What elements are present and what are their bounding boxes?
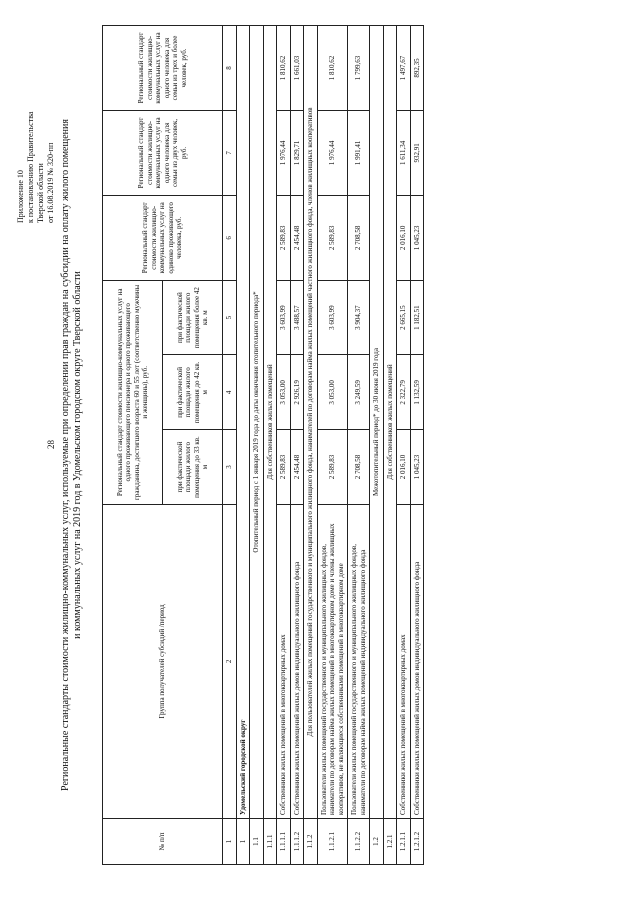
cell-value: 3 053,00 xyxy=(317,355,348,430)
category-label: Для собственников жилых помещений xyxy=(383,26,397,819)
cell-value: 1 045,23 xyxy=(410,195,424,280)
cell-value: 3 053,00 xyxy=(277,355,291,430)
cell-value: 1 611,34 xyxy=(397,110,411,195)
cell-value: 1 829,71 xyxy=(290,110,304,195)
header-standard-pensioner: Региональный стандарт стоимости жилищно-коммунальных услуг на одного проживающего пенсионера и одного проживающего гражданина, достигшего возраста 60 и 55 лет (соответственно мужчины и женщины), руб. xyxy=(103,280,163,504)
cell-value: 3 904,37 xyxy=(348,280,370,355)
table-row xyxy=(317,26,348,865)
header-group: Группа получателей субсидий /период xyxy=(103,504,223,818)
cell-value: 2 454,48 xyxy=(290,430,304,505)
category-label: Для пользователей жилых помещений государственного и муниципального жилищного фонда, нанимателей по договорам найма жилых помещений частного жилищного фонда, членов жилищных кооперативов xyxy=(304,26,318,819)
row-group: Пользователи жилых помещений государственного и муниципального жилищных фондов, наниматели по договорам найма жилых помещений индивидуального жилищного фонда xyxy=(348,504,370,818)
category-row xyxy=(263,26,277,865)
cell-value: 2 454,48 xyxy=(290,195,304,280)
cell-value: 1 976,44 xyxy=(317,110,348,195)
header-area-over-42: при фактической площади жилого помещения более 42 кв. м xyxy=(163,280,223,355)
cell-value: 2 016,10 xyxy=(397,430,411,505)
cell-value: 2 322,79 xyxy=(397,355,411,430)
header-area-33: при фактической площади жилого помещения до 33 кв. м xyxy=(163,430,223,505)
okrug-name: Удомельский городской округ xyxy=(236,26,250,819)
row-group: Собственники жилых помещений жилых домов индивидуального жилищного фонда xyxy=(290,504,304,818)
cell-value: 1 497,67 xyxy=(397,26,411,111)
page-number: 28 xyxy=(46,440,56,449)
standards-table xyxy=(102,25,424,865)
col-number: 3 xyxy=(223,430,237,505)
okrug-row xyxy=(236,26,250,865)
cell-value: 2 589,83 xyxy=(277,195,291,280)
category-label: Для собственников жилых помещений xyxy=(263,26,277,819)
header-family-3: Региональный стандарт стоимости жилищно-коммунальных услуг на одного человека для семьи из трех и более человек, руб. xyxy=(103,26,223,111)
cell-value: 2 708,58 xyxy=(348,430,370,505)
cell-value: 2 589,83 xyxy=(317,195,348,280)
row-group: Собственники жилых помещений в многоквартирных домах xyxy=(397,504,411,818)
table-row xyxy=(277,26,291,865)
row-num: 1.2.1.2 xyxy=(410,818,424,864)
cell-value: 2 665,15 xyxy=(397,280,411,355)
col-number: 1 xyxy=(223,818,237,864)
row-group: Пользователи жилых помещений государственного и муниципального жилищных фондов, наниматели по договорам найма жилых помещений в многоквартирном доме и члены жилищных кооперативов, не являющиеся собственниками помещений в многоквартирном доме xyxy=(317,504,348,818)
document-title xyxy=(60,15,84,895)
cell-value: 2 708,58 xyxy=(348,195,370,280)
cell-value: 3 249,59 xyxy=(348,355,370,430)
category-row xyxy=(383,26,397,865)
header-row-top xyxy=(103,26,163,865)
row-num: 1 xyxy=(236,818,250,864)
col-number: 8 xyxy=(223,26,237,111)
row-num: 1.2.1 xyxy=(383,818,397,864)
appendix-line-4: от 16.08.2019 № 320-пп xyxy=(46,142,55,223)
table-row xyxy=(290,26,304,865)
cell-value: 2 926,19 xyxy=(290,355,304,430)
cell-value: 1 132,59 xyxy=(410,355,424,430)
appendix-line-2: к постановлению Правительства xyxy=(26,111,35,223)
col-number: 7 xyxy=(223,110,237,195)
appendix-line-1: Приложение 10 xyxy=(16,170,25,223)
cell-value: 2 016,10 xyxy=(397,195,411,280)
cell-value: 1 810,62 xyxy=(277,26,291,111)
header-family-2: Региональный стандарт стоимости жилищно-коммунальных услуг на одного человека для семьи из двух человек, руб. xyxy=(103,110,223,195)
title-line-1: Региональные стандарты стоимости жилищно-коммунальных услуг, используемые при определении прав граждан на субсидии на оплату жилого помещения xyxy=(60,119,71,791)
period-label: Отопительный период с 1 января 2019 года до даты окончания отопительного периода* xyxy=(250,26,264,819)
cell-value: 3 603,99 xyxy=(317,280,348,355)
row-num: 1.1.2.1 xyxy=(317,818,348,864)
row-group: Собственники жилых помещений в многоквартирных домах xyxy=(277,504,291,818)
row-num: 1.1.1.2 xyxy=(290,818,304,864)
cell-value: 1 810,62 xyxy=(317,26,348,111)
row-num: 1.1.2 xyxy=(304,818,318,864)
category-row xyxy=(304,26,318,865)
cell-value: 3 488,57 xyxy=(290,280,304,355)
cell-value: 1 799,63 xyxy=(348,26,370,111)
rotated-landscape-page xyxy=(8,15,578,895)
period-row xyxy=(370,26,384,865)
header-num: № п/п xyxy=(103,818,223,864)
header-area-42: при фактической площади жилого помещения до 42 кв. м xyxy=(163,355,223,430)
col-number: 2 xyxy=(223,504,237,818)
row-num: 1.2.1.1 xyxy=(397,818,411,864)
cell-value: 1 991,41 xyxy=(348,110,370,195)
row-num: 1.1.2.2 xyxy=(348,818,370,864)
cell-value: 2 589,83 xyxy=(317,430,348,505)
table-row xyxy=(410,26,424,865)
period-row xyxy=(250,26,264,865)
cell-value: 1 182,51 xyxy=(410,280,424,355)
row-num: 1.1.1 xyxy=(263,818,277,864)
appendix-line-3: Тверской области xyxy=(36,163,45,223)
cell-value: 1 976,44 xyxy=(277,110,291,195)
table-row xyxy=(348,26,370,865)
cell-value: 2 589,83 xyxy=(277,430,291,505)
table-row xyxy=(397,26,411,865)
col-number: 4 xyxy=(223,355,237,430)
appendix-note xyxy=(16,23,56,223)
row-num: 1.2 xyxy=(370,818,384,864)
column-numbers-row xyxy=(223,26,237,865)
col-number: 5 xyxy=(223,280,237,355)
cell-value: 892,35 xyxy=(410,26,424,111)
header-single: Региональный стандарт стоимости жилищно-коммунальных услуг на одиноко проживающего человека, руб. xyxy=(103,195,223,280)
cell-value: 1 045,23 xyxy=(410,430,424,505)
period-label: Межотопительный период* до 30 июня 2019 года xyxy=(370,26,384,819)
row-num: 1.1.1.1 xyxy=(277,818,291,864)
row-num: 1.1 xyxy=(250,818,264,864)
cell-value: 932,91 xyxy=(410,110,424,195)
cell-value: 3 603,99 xyxy=(277,280,291,355)
cell-value: 1 661,03 xyxy=(290,26,304,111)
row-group: Собственники жилых помещений жилых домов индивидуального жилищного фонда xyxy=(410,504,424,818)
col-number: 6 xyxy=(223,195,237,280)
title-line-2: и коммунальных услуг на 2019 год в Удомельском городском округе Тверской области xyxy=(72,271,83,639)
